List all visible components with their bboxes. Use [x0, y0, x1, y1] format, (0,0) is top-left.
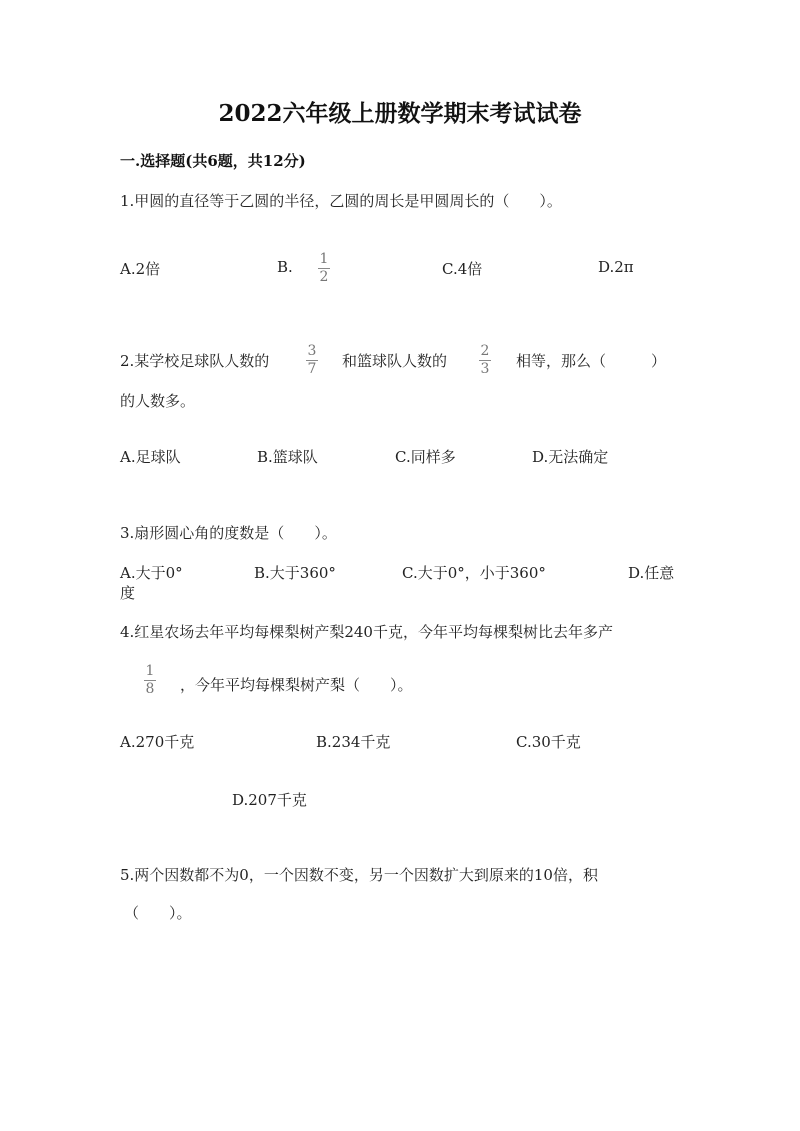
question-1-option-b-fraction	[318, 252, 330, 285]
question-4-stem-line1: 4.红星农场去年平均每棵梨树产梨240千克，今年平均每棵梨树比去年多产	[120, 623, 613, 641]
fraction-denominator: 7	[307, 361, 317, 377]
question-2-stem-part3: 相等，那么（ ）	[516, 352, 667, 370]
question-1-option-c[interactable]: C.4倍	[442, 260, 483, 278]
fraction-denominator: 8	[145, 681, 155, 697]
question-5-stem-line1: 5.两个因数都不为0，一个因数不变，另一个因数扩大到原来的10倍，积	[120, 866, 598, 884]
question-4-option-b[interactable]: B.234千克	[316, 733, 391, 751]
question-1-stem: 1.甲圆的直径等于乙圆的半径，乙圆的周长是甲圆周长的（ ）。	[120, 192, 562, 210]
question-3-option-d[interactable]: D.任意	[628, 564, 675, 582]
question-4-option-a[interactable]: A.270千克	[120, 733, 195, 751]
question-2-option-d[interactable]: D.无法确定	[532, 448, 609, 466]
question-1-option-d[interactable]: D.2π	[598, 258, 634, 276]
question-5-stem-line2: （ ）。	[124, 904, 192, 922]
question-4-option-d[interactable]: D.207千克	[232, 791, 307, 809]
fraction-numerator: 3	[307, 343, 317, 359]
question-2-fraction-1	[306, 344, 318, 377]
question-3-option-d-wrap: 度	[120, 584, 136, 602]
question-2-stem-part1: 2.某学校足球队人数的	[120, 352, 270, 370]
fraction-numerator: 2	[480, 343, 490, 359]
question-3-option-b[interactable]: B.大于360°	[254, 564, 336, 582]
question-2-option-b[interactable]: B.篮球队	[257, 448, 318, 466]
question-3-stem: 3.扇形圆心角的度数是（ ）。	[120, 524, 337, 542]
question-1-option-b[interactable]: B.	[277, 258, 293, 276]
question-2-stem-line2: 的人数多。	[120, 392, 196, 410]
question-4-fraction	[144, 664, 156, 697]
question-3-option-c[interactable]: C.大于0°，小于360°	[402, 564, 546, 582]
page-title: 2022六年级上册数学期末考试试卷	[218, 100, 582, 127]
question-1-option-a[interactable]: A.2倍	[120, 260, 161, 278]
question-3-option-a[interactable]: A.大于0°	[120, 564, 183, 582]
fraction-denominator: 3	[480, 361, 490, 377]
question-2-stem-part2: 和篮球队人数的	[342, 352, 448, 370]
question-2-fraction-2	[479, 344, 491, 377]
section-heading-choice: 一.选择题(共6题，共12分)	[120, 152, 306, 170]
question-4-option-c[interactable]: C.30千克	[516, 733, 581, 751]
question-4-stem-line2: ，今年平均每棵梨树产梨（ ）。	[180, 676, 413, 694]
question-2-option-a[interactable]: A.足球队	[120, 448, 181, 466]
question-2-option-c[interactable]: C.同样多	[395, 448, 456, 466]
fraction-numerator: 1	[319, 251, 329, 267]
fraction-numerator: 1	[145, 663, 155, 679]
fraction-denominator: 2	[319, 269, 329, 285]
